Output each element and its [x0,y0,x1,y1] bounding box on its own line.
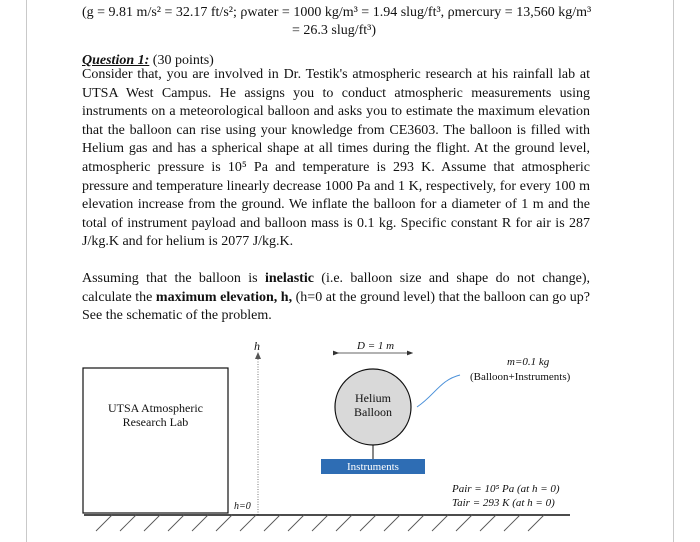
lab-building-box [83,368,228,513]
mass-label: m=0.1 kg [507,356,550,368]
balloon-label [335,391,411,419]
mass-pointer-curve [417,375,460,407]
mass-note-label: (Balloon+Instruments) [470,371,571,383]
lab-label-line-2: Research Lab [122,415,189,429]
elevation-axis-arrowhead [255,352,261,359]
question-points: (30 points) [149,53,214,68]
ground-hatching [96,515,544,531]
axis-label-h: h [254,339,260,353]
question-paragraph-2 [82,270,590,326]
constants-line-1: (g = 9.81 m/s² = 32.17 ft/s²; ρwater = 1000 kg/m³ = 1.94 slug/ft³, ρmercury = 13,560 kg/m³ [82,5,592,20]
p2-bold-max-elevation: maximum elevation, h, [155,289,293,305]
constants-line-2: = 26.3 slug/ft³) [292,23,377,38]
question-paragraph-1: Consider that, you are involved in Dr. Testik's atmospheric research at his rainfall lab at UTSA West Campus. He assigns you to conduct atmospheric measurements using instruments on a meteorological balloon and asks you to estimate the maximum elevation that the balloon can rise using your knowledge from CE3603. The balloon is filled with Helium gas and has a spherical shape at all times during the flight. At the ground level, atmospheric pressure is 10⁵ Pa and temperature is 293 K. Assume that atmospheric pressure and temperature linearly decrease 1000 Pa and 1 K, respectively, for every 100 m elevation increase from the ground. We inflate the balloon for a diameter of 1 m and the total of instrument payload and balloon mass is 0.1 kg. Specific constant R for air is 287 J/kg.K and for helium is 2077 J/kg.K. [82,67,590,250]
instruments-label: Instruments [347,461,399,473]
p2-text-c: (h=0 at the ground level) that the balloon can go up? See the schematic of the problem. [82,289,591,324]
temperature-condition: Tair = 293 K (at h = 0) [452,497,555,509]
diameter-label: D = 1 m [357,340,395,352]
axis-label-h0: h=0 [234,501,251,512]
pressure-condition: Pair = 10⁵ Pa (at h = 0) [452,483,560,495]
p2-text-b: (i.e. balloon size and shape do not change), calculate the [82,271,590,305]
balloon-label-line-1: Helium [355,391,391,405]
p2-bold-inelastic: inelastic [264,271,314,286]
balloon-label-line-2: Balloon [354,405,392,419]
schematic-drawing [0,335,700,542]
lab-label-line-1: UTSA Atmospheric [108,401,203,415]
problem-schematic [0,335,700,542]
constants-header [82,4,602,40]
p2-text-a: Assuming that the balloon is [82,271,265,286]
question-title: Question 1: [82,53,150,68]
lab-label [83,401,228,429]
